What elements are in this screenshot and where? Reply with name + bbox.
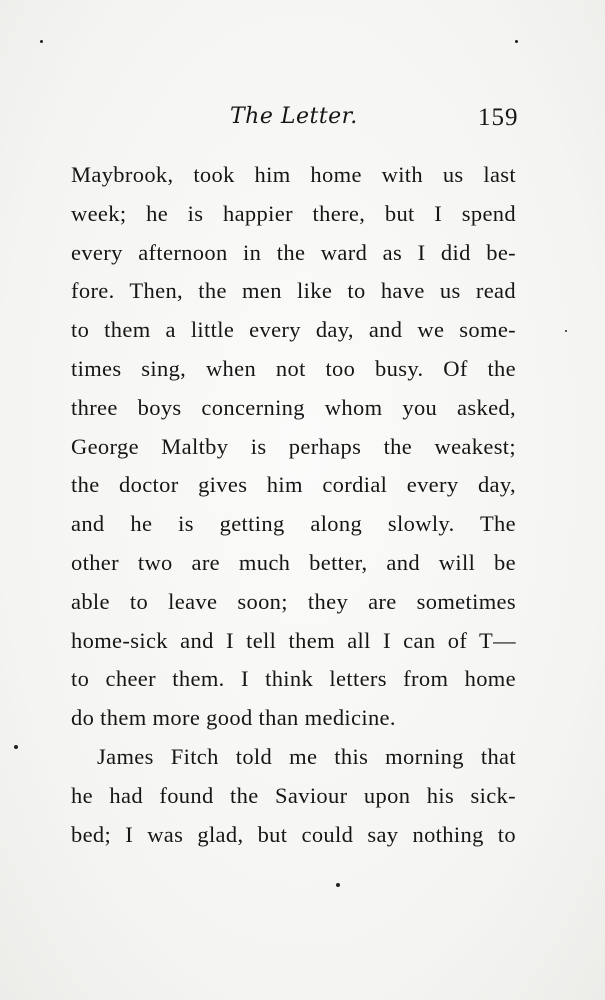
text-line: he had found the Saviour upon his sick- <box>71 782 516 808</box>
text-line: bed; I was glad, but could say nothing to <box>71 821 516 847</box>
text-line: fore. Then, the men like to have us read <box>71 278 516 304</box>
text-line: and he is getting along slowly. The <box>71 511 516 537</box>
text-line: home-sick and I tell them all I can of T— <box>71 627 516 653</box>
scan-speck <box>14 745 18 749</box>
text-line: George Maltby is perhaps the weakest; <box>71 433 516 459</box>
page-number: 159 <box>478 104 519 131</box>
scan-speck <box>515 40 518 43</box>
text-line: three boys concerning whom you asked, <box>71 394 516 420</box>
scan-speck <box>336 883 340 887</box>
text-line: to them a little every day, and we some- <box>71 317 516 343</box>
text-line: every afternoon in the ward as I did be- <box>71 239 516 265</box>
body-text <box>71 156 516 854</box>
text-line: able to leave soon; they are sometimes <box>71 588 516 614</box>
text-line: times sing, when not too busy. Of the <box>71 355 516 381</box>
text-line: to cheer them. I think letters from home <box>71 666 516 692</box>
text-line: Maybrook, took him home with us last <box>71 162 516 187</box>
scan-speck <box>565 330 567 332</box>
text-line: week; he is happier there, but I spend <box>71 200 516 226</box>
scan-speck <box>40 40 43 43</box>
text-line: the doctor gives him cordial every day, <box>71 472 516 498</box>
text-line: James Fitch told me this morning that <box>97 743 516 769</box>
text-line: other two are much better, and will be <box>71 549 516 575</box>
text-line: do them more good than medicine. <box>71 705 396 731</box>
running-title: The Letter. <box>230 104 358 129</box>
page-header <box>0 98 605 138</box>
